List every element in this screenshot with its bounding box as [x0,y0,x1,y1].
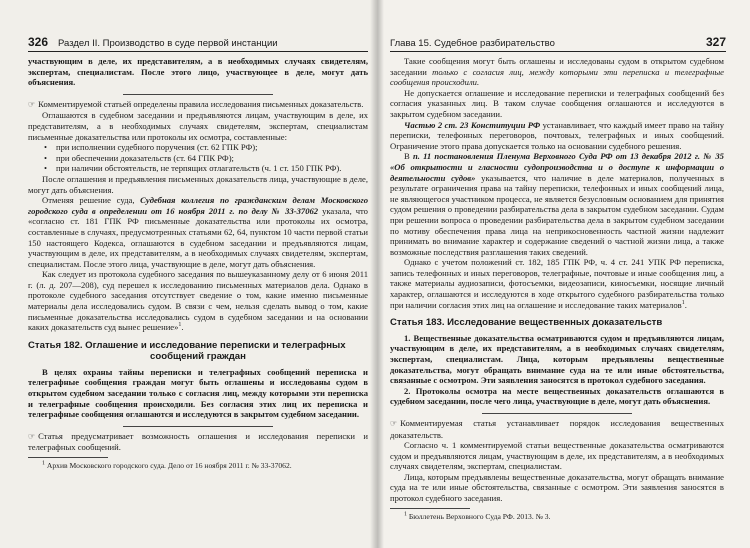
paragraph: После оглашения и предъявления письменных доказательств лица, участвующие в деле, могут дать объяснения. [28,173,368,195]
paragraph: Лица, которым предъявлены вещественные доказательства, могут обращать внимание суда на те или иные обстоятельства, связанные с осмотром. Эти заявления заносятся в протокол судебного заседания. [390,471,724,504]
paragraph: Отменяя решение суда, Судебная коллегия по гражданским делам Московского городского суда в определении от 16 ноября 2011 г. по делу № 33-37062 указала, что «согласно ст. 181 ГПК РФ письменные доказательства или протоколы их осмотра, составленные в случаях, предусмотренных статьями 62, 64, пунктом 10 части первой статьи 150 настоящего Кодекса, оглашаются в судебном заседании и предъявляются лицам, участвующим в деле, их представителям, а в необходимых случаях свидетелям, экспертам, специалистам. После этого лица, участвующие в деле, могут дать объяснения. [28,195,369,269]
footnote-rule [390,508,470,509]
article-text: В целях охраны тайны переписки и телеграфных сообщений переписка и телеграфные сообщения граждан могут быть оглашены и исследованы судом в открытом судебном заседании только с согласия лиц, между которыми эти переписка и телеграфные сообщения происходили. Без согласия этих лиц их переписка и телеграфные сообщения оглашаются и исследуются в закрытом судебном заседании. [28,366,368,420]
separator [123,426,273,427]
right-running-header [390,33,726,49]
comment-paragraph: ☞ Комментируемая статья устанавливает порядок исследования вещественных доказательств. [390,417,724,440]
list-item: • при наличии обстоятельств, не терпящих отлагательств (ч. 1 ст. 150 ГПК РФ). [28,163,368,174]
article-text: 2. Протоколы осмотра на месте вещественных доказательств оглашаются в судебном заседании, после чего лица, участвующие в деле, могут дать объяснения. [390,385,725,407]
page-number: 326 [28,35,49,49]
article-heading: Статья 183. Исследование вещественных доказательств [390,317,663,329]
paragraph: В п. 11 постановления Пленума Верховного Суда РФ от 13 декабря 2012 г. № 35 «Об открытости и гласности судопроизводства и о доступе к информации о деятельности судов» указывается, что наличие в деле материалов, полученных в результате ограничения права на тайну переписки, телефонных и иных сообщений лица, не являющегося участником процесса, не является безусловным основанием для принятия судом решения о проведении разбирательства дела в закрытом судебном заседании. Судам при решении вопроса о проведении разбирательства дела в закрытом судебном заседании по мотиву обеспечения права лица на неприкосновенность частной жизни надлежит принимать во внимание характер и содержание сведений о частной жизни лица, а также возможные последствия разглашения таких сведений. [390,151,725,257]
header-rule [390,51,726,52]
paragraph: Частью 2 ст. 23 Конституции РФ устанавливает, что каждый имеет право на тайну переписки, телефонных переговоров, почтовых, телеграфных и иных сообщений. Ограничение этого права допускается только на основании судебного решения. [390,119,724,151]
comment-paragraph: ☞ Статья предусматривает возможность оглашения и исследования переписки и телеграфных сообщений. [28,430,368,453]
pointing-hand-icon: ☞ [28,99,36,109]
article-text: 1. Вещественные доказательства осматриваются судом и предъявляются лицам, участвующим в деле, их представителям, а в необходимых случаях свидетелям, экспертам, специалистам. Лица, которым предъявлены вещественные доказательства, могут обращать внимание суда на те или иные обстоятельства, связанные с осмотром. Эти заявления заносятся в протокол судебного заседания. [390,332,725,386]
comment-paragraph: ☞ Комментируемой статьей определены правила исследования письменных доказательств. [28,98,364,109]
pointing-hand-icon: ☞ [390,418,398,428]
footnote-rule [28,457,108,458]
paragraph: Такие сообщения могут быть оглашены и исследованы судом в открытом судебном заседании только с согласия лиц, между которыми эти переписка и телеграфные сообщения происходили. [390,56,724,88]
book-gutter [370,0,384,548]
paragraph: Оглашаются в судебном заседании и предъявляются лицам, участвующим в деле, их представителям, а в необходимых случаях свидетелям, экспертам, специалистам письменные доказательства или протоколы их осмотра, составленные: [28,110,368,142]
paragraph: Согласно ч. 1 комментируемой статьи вещественные доказательства осматриваются судом и предъявляются лицам, участвующим в деле, их представителям, а в необходимых случаях свидетелям, экспертам, специалистам. [390,440,724,472]
chapter-title: Глава 15. Судебное разбирательство [390,38,555,49]
article-heading: Статья 182. Оглашение и исследование переписки и телеграфных сообщений граждан [28,339,346,363]
paragraph: Как следует из протокола судебного заседания по вышеуказанному делу от 6 июня 2011 г. (л. д. 207—208), суд перешел к исследованию письменных материалов дела. Однако в протоколе судебного заседания отсутствует сведение о том, какие именно письменные материалы дела исследовались судом. В связи с чем, нельзя сделать вывод о том, какие письменные доказательства исследовались судом в судебном заседании и на основании каких доказательств суд вынес решение»$^1$. [28,269,368,333]
pointing-hand-icon: ☞ [28,431,36,441]
paragraph: Не допускается оглашение и исследование переписки и телеграфных сообщений без согласия указанных лиц. В таком случае сообщения оглашаются и исследуются в закрытом судебном заседании. [390,87,724,119]
footnote: $^1$ Архив Московского городского суда. Дело от 16 ноября 2011 г. № 33-37062. [42,460,292,470]
bullet-list [28,142,368,174]
footnote: $^1$ Бюллетень Верховного Суда РФ. 2013. № 3. [404,511,551,521]
separator [482,413,632,414]
list-item: • при исполнении судебного поручения (ст. 62 ГПК РФ); [28,142,368,153]
section-title: Раздел II. Производство в суде первой инстанции [58,38,278,49]
separator [123,94,273,95]
right-page [376,0,750,548]
left-page-body [28,56,368,471]
page-number: 327 [705,35,726,49]
left-running-header [28,33,366,49]
right-page-body [390,56,724,521]
paragraph: Однако с учетом положений ст. 182, 185 ГПК РФ, ч. 4 ст. 241 УПК РФ переписка, запись телефонных и иных переговоров, телеграфные, почтовые и иные сообщения лиц, а также материалы аудиозаписи, фотосъемки, видеозаписи, киносъемки, носящие личный характер, оглашаются и исследуются в ходе открытого судебного разбирательства только при наличии согласия этих лиц на оглашение и исследование таких материалов$^1$. [390,257,724,310]
list-item: • при обеспечении доказательств (ст. 64 ГПК РФ); [28,153,368,164]
lead-paragraph: участвующим в деле, их представителям, а в необходимых случаях свидетелям, экспертам, специалистам. После этого лицо, участвующее в деле, могут дать объяснения. [28,56,368,88]
header-rule [28,51,368,52]
